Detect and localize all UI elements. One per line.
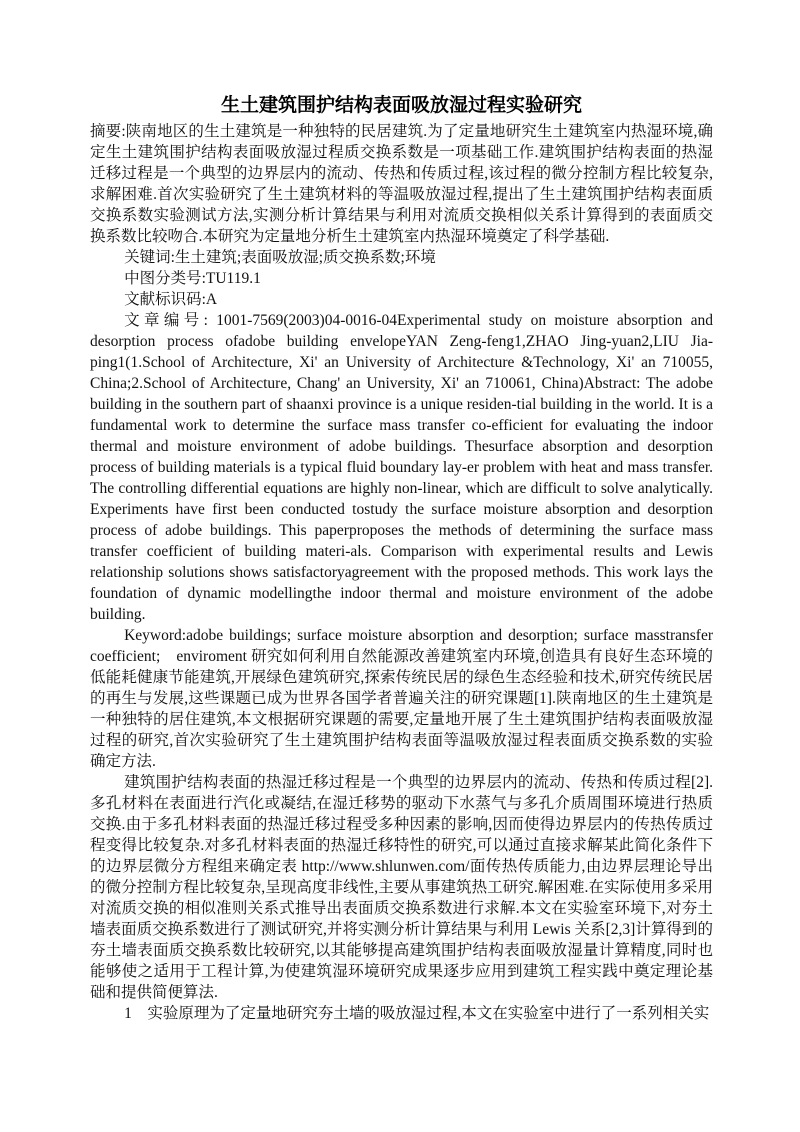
english-keyword-intro-paragraph: Keyword:adobe buildings; surface moisture absorption and desorption; surface masstransfer coefficient; enviroment 研究如何利用自然能源改善建筑室内环境,创造具有良好生态环境的低能耗健康节能建筑,开展绿色建筑研究,探索传统民居的绿色生态经验和技术,研究传统民居的再生与发展,这些课题已成为世界各国学者普遍关注的研究课题[1].陕南地区的生土建筑是一种独特的居住建筑,本文根据研究课题的需要,定量地开展了生土建筑围护结构表面吸放湿过程的研究,首次实验研究了生土建筑围护结构表面等温吸放湿过程表面质交换系数的实验确定方法.: [90, 627, 713, 770]
abstract-paragraph: 摘要:陕南地区的生土建筑是一种独特的民居建筑.为了定量地研究生土建筑室内热湿环境,确定生土建筑围护结构表面吸放湿过程质交换系数是一项基础工作.建筑围护结构表面的热湿迁移过程是一个典型的边界层内的流动、传热和传质过程,该过程的微分控制方程比较复杂,求解困难.首次实验研究了生土建筑材料的等温吸放湿过程,提出了生土建筑围护结构表面质交换系数实验测试方法,实测分析计算结果与利用对流质交换相似关系计算得到的表面质交换系数比较吻合.本研究为定量地分析生土建筑室内热湿环境奠定了科学基础.: [90, 123, 713, 245]
heat-moisture-transfer-paragraph: 建筑围护结构表面的热湿迁移过程是一个典型的边界层内的流动、传热和传质过程[2].多孔材料在表面进行汽化或凝结,在湿迁移势的驱动下水蒸气与多孔介质周围环境进行热质交换.由于多孔材料表面的热湿迁移过程受多种因素的影响,因而使得边界层内的传热传质过程变得比较复杂.对多孔材料表面的热湿迁移特性的研究,可以通过直接求解某此简化条件下的边界层微分方程组来确定表 http://www.shlunwen.com/面传热传质能力,由边界层理论导出的微分控制方程比较复杂,呈现高度非线性,主要从事建筑热工研究.解困难.在实际使用多采用对流质交换的相似准则关系式推导出表面质交换系数进行求解.本文在实验室环境下,对夯土墙表面质交换系数进行了测试研究,并将实测分析计算结果与利用 Lewis 关系[2,3]计算得到的夯土墙表面质交换系数比较研究,以其能够提高建筑围护结构表面吸放湿量计算精度,同时也能够使之适用于工程计算,为使建筑湿环境研究成果逐步应用到建筑工程实践中奠定理论基础和提供简便算法.: [90, 774, 713, 1001]
section1-experiment-principle-paragraph: 1 实验原理为了定量地研究夯土墙的吸放湿过程,本文在实验室中进行了一系列相关实: [124, 1005, 710, 1022]
paper-title: 生土建筑围护结构表面吸放湿过程实验研究: [220, 95, 582, 116]
article-number-english-abstract-paragraph: 文章编号: 1001-7569(2003)04-0016-04Experimental study on moisture absorption and desorption process ofadobe building envelopeYAN Zeng-feng1,ZHAO Jing-yuan2,LIU Jia-ping1(1.School of Architecture, Xi' an University of Architecture &Technology, Xi' an 710055, China;2.School of Architecture, Chang' an University, Xi' an 710061, China)Abstract: The adobe building in the southern part of shaanxi province is a unique residen-tial building in the world. It is a fundamental work to determine the surface mass transfer co-efficient for evaluating the indoor thermal and moisture environment of adobe buildings. Thesurface absorption and desorption process of building materials is a typical fluid boundary lay-er problem with heat and mass transfer. The controlling differential equations are highly non-linear, which are difficult to solve analytically. Experiments have first been conducted tostudy the surface moisture absorption and desorption process of adobe buildings. This paperproposes the methods of determining the surface mass transfer coefficient of building materi-als. Comparison with experimental results and Lewis relationship solutions shows satisfactoryagreement with the proposed methods. This work lays the foundation of dynamic modellingthe indoor thermal and moisture environment of the adobe building.: [90, 312, 713, 623]
document-code-paragraph: 文献标识码:A: [124, 291, 218, 308]
keywords-paragraph: 关键词:生土建筑;表面吸放湿;质交换系数;环境: [124, 249, 436, 266]
clc-number-paragraph: 中图分类号:TU119.1: [124, 270, 261, 287]
